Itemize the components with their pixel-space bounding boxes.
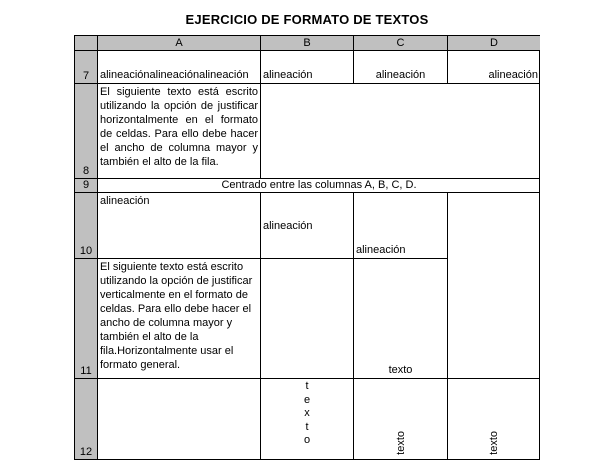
cell-d7[interactable] bbox=[448, 51, 540, 84]
cell-c10[interactable] bbox=[354, 193, 448, 259]
column-header-c[interactable]: C bbox=[354, 36, 448, 51]
stacked-letter: t bbox=[305, 380, 309, 392]
cell-a7-text: alineaciónalineaciónalineación bbox=[100, 69, 249, 81]
row-header-9[interactable]: 9 bbox=[75, 179, 98, 193]
cell-a11[interactable]: El siguiente texto está escrito utilizando la opción de justificar verticalmente en el formato de celdas. Para ello debe hacer el ancho de columna mayor y también el alto de la fila.Horizontalmente usar el formato general. bbox=[98, 259, 261, 379]
row-header-12[interactable]: 12 bbox=[75, 379, 98, 459]
cell-a7[interactable] bbox=[98, 51, 261, 84]
cell-b12-stacked[interactable] bbox=[261, 379, 354, 459]
column-header-a[interactable]: A bbox=[98, 36, 261, 51]
cell-b7-text: alineación bbox=[263, 69, 313, 81]
cell-a8[interactable]: El siguiente texto está escrito utilizando la opción de justificar horizontalmente en el formato de celdas. Para ello debe hacer el ancho de columna mayor y también el alto de la fila. bbox=[98, 84, 261, 179]
cell-a9-merged[interactable]: Centrado entre las columnas A, B, C, D. bbox=[98, 179, 540, 193]
select-all-corner[interactable] bbox=[75, 36, 98, 51]
stacked-letter: x bbox=[304, 407, 310, 419]
cell-c7-text: alineación bbox=[375, 69, 426, 81]
column-header-d[interactable]: D bbox=[448, 36, 540, 51]
page-title: EJERCICIO DE FORMATO DE TEXTOS bbox=[185, 12, 429, 27]
cell-b11[interactable] bbox=[261, 259, 354, 379]
cell-c10-text: alineación bbox=[356, 244, 406, 256]
cell-a10[interactable]: alineación bbox=[98, 193, 261, 259]
cell-c12[interactable] bbox=[354, 379, 448, 459]
stacked-letter: e bbox=[303, 393, 311, 406]
cell-b10[interactable] bbox=[261, 193, 354, 259]
cell-c11[interactable] bbox=[354, 259, 448, 379]
stacked-letter: t bbox=[305, 420, 309, 433]
stacked-letter: o bbox=[303, 434, 311, 446]
row-header-10[interactable]: 10 bbox=[75, 193, 98, 259]
row-header-7[interactable]: 7 bbox=[75, 51, 98, 84]
row-header-8[interactable]: 8 bbox=[75, 84, 98, 179]
cell-c7[interactable] bbox=[354, 51, 448, 84]
spreadsheet-grid bbox=[74, 35, 540, 460]
row-header-11[interactable]: 11 bbox=[75, 259, 98, 379]
cell-c12-rotated-text: texto bbox=[394, 431, 407, 455]
cell-a12[interactable] bbox=[98, 379, 261, 459]
cell-d12-rotated-text: texto bbox=[488, 431, 500, 455]
cell-d7-text: alineación bbox=[488, 69, 538, 81]
cell-d10-d11[interactable] bbox=[448, 193, 540, 379]
cell-b7[interactable] bbox=[261, 51, 354, 84]
cell-c11-text: texto bbox=[388, 364, 413, 376]
cell-b10-text: alineación bbox=[263, 219, 313, 232]
cell-b8-d8[interactable] bbox=[261, 84, 540, 179]
cell-d12[interactable] bbox=[448, 379, 540, 459]
column-header-b[interactable]: B bbox=[261, 36, 354, 51]
